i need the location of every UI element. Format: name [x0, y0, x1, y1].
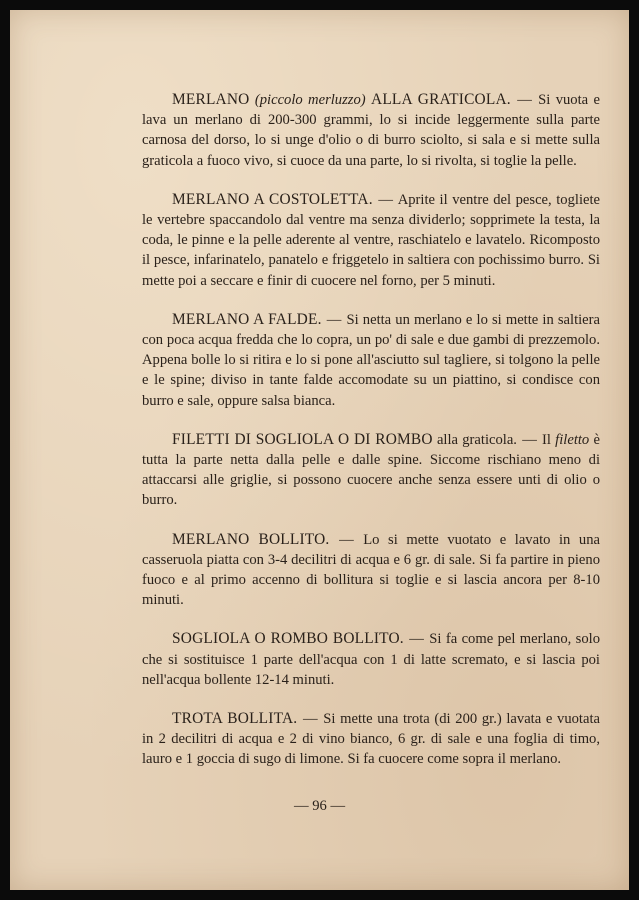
recipe-emphasis: filetto [555, 431, 590, 448]
recipe-dash: — [378, 191, 393, 208]
recipe-title: TROTA BOLLITA. [172, 710, 298, 728]
recipe-text: Si mette una trota (di 200 gr.) lavata e vuotata in 2 decilitri di acqua e 2 di vino bianco, 6 gr. di sale e una foglia di timo, lauro e 1 goccia di sugo di limone. Si fa cuocere come sopra il merlano. [142, 711, 600, 768]
recipe-dash: — [522, 431, 537, 448]
recipe-title-suffix: ALLA GRATICOLA. [371, 91, 511, 108]
recipe-text: Si vuota e lava un merlano di 200-300 grammi, lo si incide leggermente sulla parte carnosa del dorso, lo si unge d'olio o di burro sciolto, si sala e si mette sulla graticola a fuoco vivo, si cuoce da una parte, lo si rivolta, si toglie la pelle. [142, 92, 600, 169]
recipe-merlano-alla-graticola [142, 90, 600, 171]
recipe-dash: — [339, 531, 354, 548]
page-number: — 96 — [293, 798, 346, 814]
recipe-filetti-di-sogliola [142, 430, 600, 511]
recipe-trota-bollita [142, 709, 600, 770]
recipe-title: SOGLIOLA O ROMBO BOLLITO. [172, 630, 404, 648]
page-content [142, 90, 600, 789]
recipe-text: Si fa come pel merlano, solo che si sostituisce 1 parte dell'acqua con 1 di latte scremato, e si lascia poi nell'acqua bollente 12-14 minuti. [142, 631, 600, 688]
recipe-text: Si netta un merlano e lo si mette in saltiera con poca acqua fredda che lo copra, un po' di sale e due gambi di prezzemolo. Appena bolle lo si ritira e lo si pone all'asciutto sul tagliere, si tolgono la pelle e le spine; diviso in tante falde accomodate su un piattino, si condisce con burro e sale, oppure salsa bianca. [142, 311, 600, 409]
recipe-dash: — [409, 631, 424, 648]
recipe-title: MERLANO A COSTOLETTA. [172, 190, 373, 208]
recipe-subtitle: (piccolo merluzzo) [254, 92, 366, 108]
recipe-title: MERLANO A FALDE. [172, 310, 322, 328]
recipe-text: Aprite il ventre del pesce, togliete le vertebre spaccandolo dal ventre ma senza dividerlo; sopprimete la testa, la coda, le pinne e la pelle aderente al ventre, raschiatelo e lavatelo. Ricomposto il pesce, infarinatelo, panatelo e friggetelo in saltiera con pochissimo burro. Si mette poi a seccare e finir di cuocere nel forno, per 5 minuti. [142, 191, 601, 289]
recipe-merlano-a-costoletta [142, 190, 600, 291]
recipe-merlano-bollito [142, 530, 600, 611]
recipe-dash: — [303, 711, 318, 728]
book-page [10, 10, 629, 890]
recipe-dash: — [517, 92, 532, 108]
recipe-text: Lo si mette vuotato e lavato in una casseruola piatta con 3-4 decilitri di acqua e 6 gr. di sale. Si fa partire in pieno fuoco e al primo accenno di bollitura si toglie e si lascia ancora per 8-10 minuti. [142, 531, 601, 609]
recipe-dash: — [326, 311, 342, 328]
recipe-merlano-a-falde [142, 310, 600, 411]
recipe-title-suffix: alla graticola. [436, 431, 517, 448]
recipe-text-before: Il [542, 431, 551, 448]
recipe-sogliola-o-rombo-bollito [142, 629, 600, 690]
recipe-title: MERLANO BOLLITO. [172, 530, 330, 548]
recipe-text: è tutta la parte netta dalla pelle e dalle spine. Siccome rischiano meno di attaccarsi alle griglie, si possono cuocere anche senza essere unti di olio o burro. [142, 431, 600, 509]
recipe-title: MERLANO [172, 91, 250, 108]
recipe-title: FILETTI DI SOGLIOLA O DI ROMBO [172, 430, 433, 448]
